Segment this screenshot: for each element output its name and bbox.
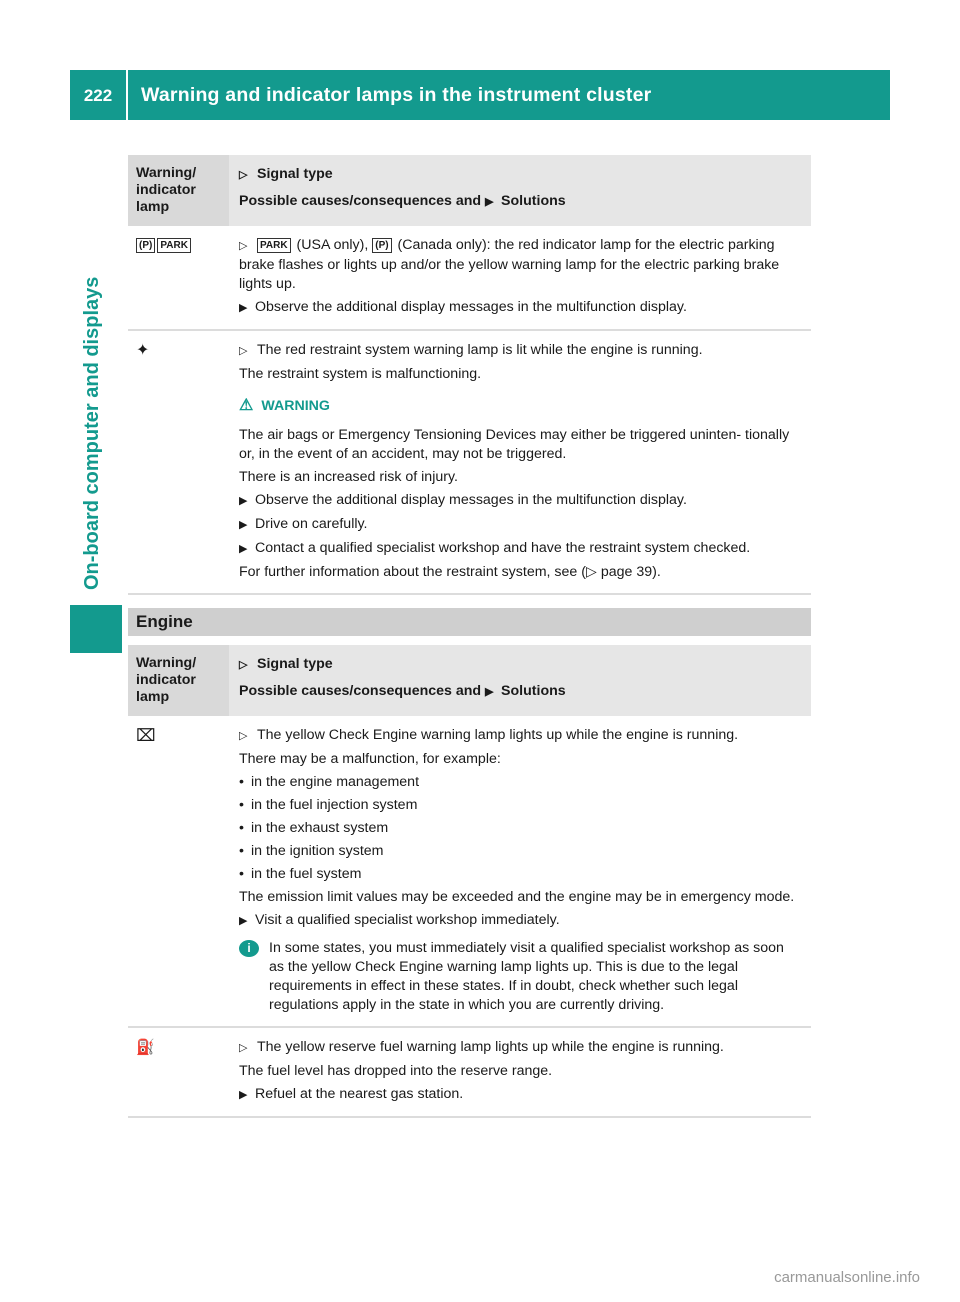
signal-triangle-icon: ▷ bbox=[239, 169, 248, 181]
park-icon: PARK bbox=[157, 238, 191, 253]
bullet-icon: • bbox=[239, 774, 244, 790]
table-header bbox=[128, 155, 811, 226]
page-reference-link[interactable]: page 39). bbox=[600, 564, 661, 580]
fuel-pump-icon: ⛽ bbox=[136, 1039, 155, 1056]
bullet-icon: • bbox=[239, 820, 244, 836]
table-header bbox=[128, 645, 811, 716]
solution-arrow-icon: ▶ bbox=[485, 686, 494, 698]
watermark: carmanualsonline.info bbox=[774, 1269, 920, 1286]
solution-arrow-icon: ▶ bbox=[239, 495, 248, 507]
parking-brake-p-icon: (P) bbox=[372, 238, 391, 253]
lamp-table-brakes-restraint bbox=[128, 155, 811, 595]
sidebar-chapter-label: On-board computer and displays bbox=[81, 276, 103, 590]
page-number: 222 bbox=[83, 85, 113, 105]
lamp-symbol-cell bbox=[128, 226, 229, 329]
signal-triangle-icon: ▷ bbox=[239, 345, 248, 357]
description-cell: ▷ The red restraint system warning lamp is lit while the engine is running. The restraint system is malfunctioning. ⚠ WARNING The air bags or Emergency Tensioning Devices may either be triggered uninten- tionally or, in the event of an accident, may not be triggered. There is an increased risk of injury. ▶ Observe the additional display messages in the multifunction display. ▶ Drive on carefully. ▶ Contact a qualified specialist workshop and have the restraint system checked. For further information about the restraint system, see (▷ page 39). bbox=[229, 331, 811, 593]
table-row-reserve-fuel bbox=[128, 1028, 811, 1118]
description-cell: ▷ The yellow Check Engine warning lamp lights up while the engine is running. There may be a malfunction, for example: • in the engine management • in the fuel injection system • in the exhaust system • in the ignition system • in the fuel system The emission limit values may be exceeded and the engine may be in emergency mode. ▶ Visit a qualified specialist workshop immediately. i In some states, you must immediately visit a qualified specialist workshop as soon as the yellow Check Engine warning lamp lights up. This is due to the legal requirements in effect in these states. If in doubt, check whether such legal regulations apply in the state in which you are currently driving. bbox=[229, 716, 811, 1026]
description-cell: ▷ PARK (USA only), (P) (Canada only): the red indicator lamp for the electric parking brake flashes or lights up and/or the yellow warning lamp for the electric parking brake lights up. ▶ Observe the additional display messages in the multifunction display. bbox=[229, 226, 811, 329]
check-engine-icon: ⌧ bbox=[136, 726, 156, 745]
section-title-engine: Engine bbox=[128, 608, 811, 636]
solution-arrow-icon: ▶ bbox=[239, 543, 248, 555]
signal-triangle-icon: ▷ bbox=[239, 659, 248, 671]
page-ref-triangle-icon: ▷ bbox=[585, 564, 597, 580]
solution-arrow-icon: ▶ bbox=[239, 915, 248, 927]
lamp-table-engine bbox=[128, 645, 811, 1118]
warning-box: ⚠ WARNING bbox=[239, 397, 330, 414]
table-row-parking-brake bbox=[128, 226, 811, 331]
solution-arrow-icon: ▶ bbox=[485, 196, 494, 208]
solution-arrow-icon: ▶ bbox=[239, 1089, 248, 1101]
table-row-restraint-system bbox=[128, 331, 811, 595]
sidebar-tab-marker bbox=[70, 605, 122, 653]
restraint-system-icon: ✦ bbox=[136, 342, 150, 359]
signal-triangle-icon: ▷ bbox=[239, 240, 248, 252]
table-row-check-engine bbox=[128, 716, 811, 1028]
page-header bbox=[70, 70, 890, 120]
parking-brake-p-icon: (P) bbox=[136, 238, 155, 253]
info-note: i In some states, you must immediately visit a qualified specialist workshop as soon as the yellow Check Engine warning lamp lights up. This is due to the legal requirements in effect in these states. If in doubt, check whether such legal regulations apply in the state in which you are currently driving. bbox=[239, 939, 801, 1015]
lamp-symbol-cell bbox=[128, 716, 229, 1026]
bullet-icon: • bbox=[239, 797, 244, 813]
bullet-icon: • bbox=[239, 866, 244, 882]
col-header-lamp: Warning/ indicator lamp bbox=[128, 155, 229, 226]
description-cell: ▷ The yellow reserve fuel warning lamp lights up while the engine is running. The fuel level has dropped into the reserve range. ▶ Refuel at the nearest gas station. bbox=[229, 1028, 811, 1116]
solution-arrow-icon: ▶ bbox=[239, 519, 248, 531]
signal-triangle-icon: ▷ bbox=[239, 730, 248, 742]
lamp-symbol-cell bbox=[128, 331, 229, 593]
page-title: Warning and indicator lamps in the instrument cluster bbox=[141, 83, 652, 106]
col-header-signal: ▷ Signal type Possible causes/consequences and ▶ Solutions bbox=[229, 155, 811, 226]
info-icon: i bbox=[239, 940, 259, 957]
col-header-signal: ▷ Signal type Possible causes/consequences and ▶ Solutions bbox=[229, 645, 811, 716]
bullet-icon: • bbox=[239, 843, 244, 859]
lamp-symbol-cell bbox=[128, 1028, 229, 1116]
signal-triangle-icon: ▷ bbox=[239, 1042, 248, 1054]
warning-triangle-icon: ⚠ bbox=[239, 397, 254, 414]
park-icon: PARK bbox=[257, 238, 291, 253]
col-header-lamp: Warning/ indicator lamp bbox=[128, 645, 229, 716]
solution-arrow-icon: ▶ bbox=[239, 302, 248, 314]
